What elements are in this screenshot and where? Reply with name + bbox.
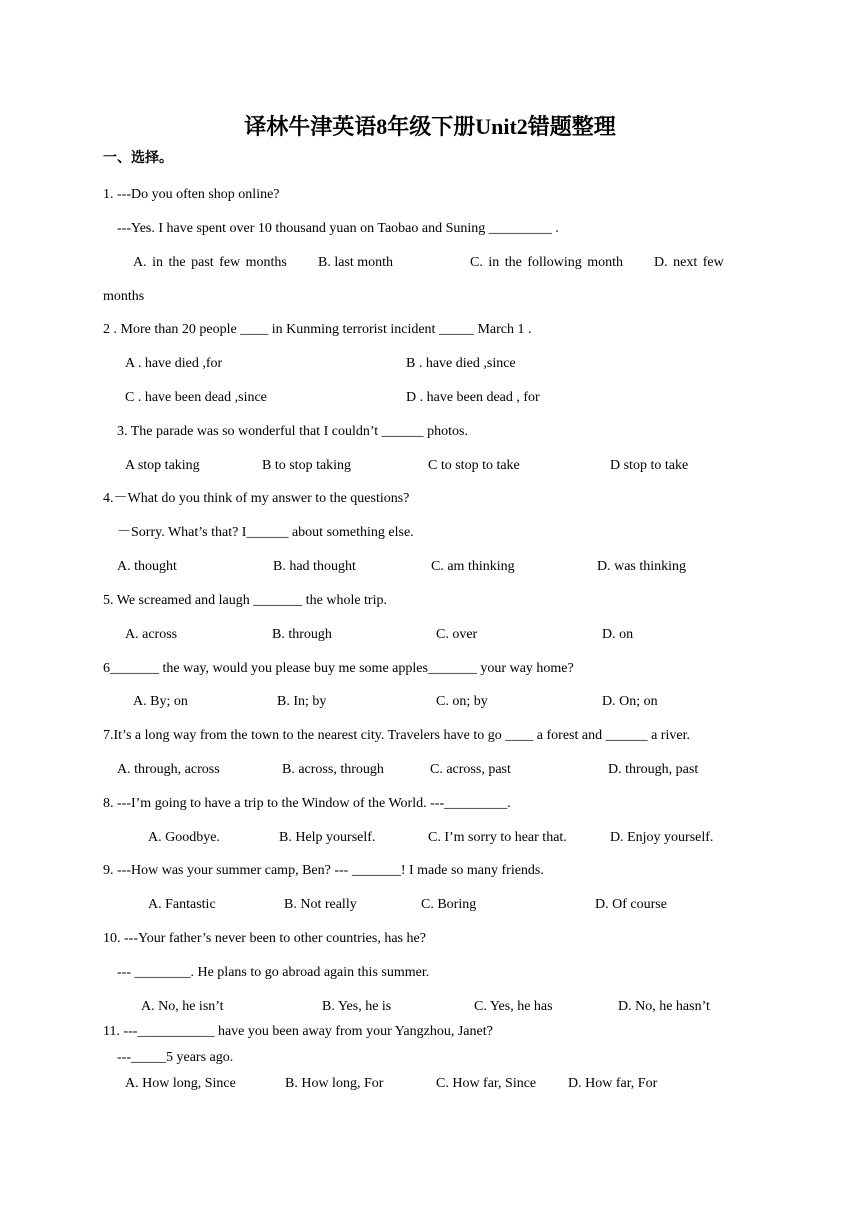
question-2: 2 . More than 20 people ____ in Kunming terrorist incident _____ March 1 . [103,322,532,337]
question-8-option-d: D. Enjoy yourself. [610,830,714,845]
question-11: 11. ---___________ have you been away from your Yangzhou, Janet? [103,1024,493,1039]
question-3-option-b: B to stop taking [262,458,352,473]
question-5: 5. We screamed and laugh _______ the whole trip. [103,593,387,608]
question-1-line-2: ---Yes. I have spent over 10 thousand yuan on Taobao and Suning _________ . [117,221,559,236]
question-9-option-b: B. Not really [284,897,357,912]
question-8-option-b: B. Help yourself. [279,830,376,845]
question-3: 3. The parade was so wonderful that I couldn’t ______ photos. [117,424,468,439]
question-4-option-a: A. thought [117,559,177,574]
question-6: 6_______ the way, would you please buy me some apples_______ your way home? [103,661,574,676]
question-7-option-b: B. across, through [282,762,384,777]
question-4-option-c: C. am thinking [431,559,515,574]
question-8-option-c: C. I’m sorry to hear that. [428,830,567,845]
question-5-option-b: B. through [272,627,332,642]
question-10-option-b: B. Yes, he is [322,999,392,1014]
question-1-option-d-cont: months [103,289,145,304]
question-9-option-c: C. Boring [421,897,477,912]
question-10-option-c: C. Yes, he has [474,999,553,1014]
question-11-option-b: B. How long, For [285,1076,384,1091]
question-11-line-2: ---_____5 years ago. [117,1050,234,1065]
question-10: 10. ---Your father’s never been to other countries, has he? [103,931,426,946]
question-3-option-d: D stop to take [610,458,689,473]
question-10-line-2: --- ________. He plans to go abroad again this summer. [117,965,430,980]
question-1: 1. ---Do you often shop online? [103,187,280,202]
question-1-option-d: D. next few [654,255,724,270]
question-3-option-a: A stop taking [125,458,200,473]
question-7: 7.It’s a long way from the town to the nearest city. Travelers have to go ____ a forest and ______ a river. [103,728,690,743]
question-5-option-c: C. over [436,627,478,642]
question-4-option-b: B. had thought [273,559,356,574]
question-9: 9. ---How was your summer camp, Ben? --- _______! I made so many friends. [103,863,544,878]
question-6-option-c: C. on; by [436,694,488,709]
question-4-line-2: －Sorry. What’s that? I______ about something else. [117,525,414,540]
question-9-option-d: D. Of course [595,897,667,912]
question-6-option-a: A. By; on [133,694,188,709]
question-2-option-d: D . have been dead , for [406,390,540,405]
question-5-option-d: D. on [602,627,634,642]
question-7-option-a: A. through, across [117,762,220,777]
question-7-option-d: D. through, past [608,762,699,777]
question-1-option-c: C. in the following month [470,255,624,270]
question-11-option-d: D. How far, For [568,1076,658,1091]
question-4-option-d: D. was thinking [597,559,687,574]
question-5-option-a: A. across [125,627,178,642]
question-6-option-d: D. On; on [602,694,658,709]
question-1-option-b: B. last month [318,255,394,270]
question-8: 8. ---I’m going to have a trip to the Window of the World. ---_________. [103,796,511,811]
question-11-option-c: C. How far, Since [436,1076,537,1091]
question-11-option-a: A. How long, Since [125,1076,236,1091]
question-1-option-a: A. in the past few months [133,255,287,270]
question-7-option-c: C. across, past [430,762,511,777]
page-title: 译林牛津英语8年级下册Unit2错题整理 [244,114,616,139]
question-6-option-b: B. In; by [277,694,327,709]
question-2-option-b: B . have died ,since [406,356,516,371]
question-4: 4.－What do you think of my answer to the questions? [103,491,410,506]
question-3-option-c: C to stop to take [428,458,520,473]
question-8-option-a: A. Goodbye. [148,830,220,845]
question-2-option-a: A . have died ,for [125,356,223,371]
question-2-option-c: C . have been dead ,since [125,390,267,405]
section-heading: 一、选择。 [103,151,173,166]
question-9-option-a: A. Fantastic [148,897,216,912]
question-10-option-a: A. No, he isn’t [141,999,224,1014]
question-10-option-d: D. No, he hasn’t [618,999,710,1014]
